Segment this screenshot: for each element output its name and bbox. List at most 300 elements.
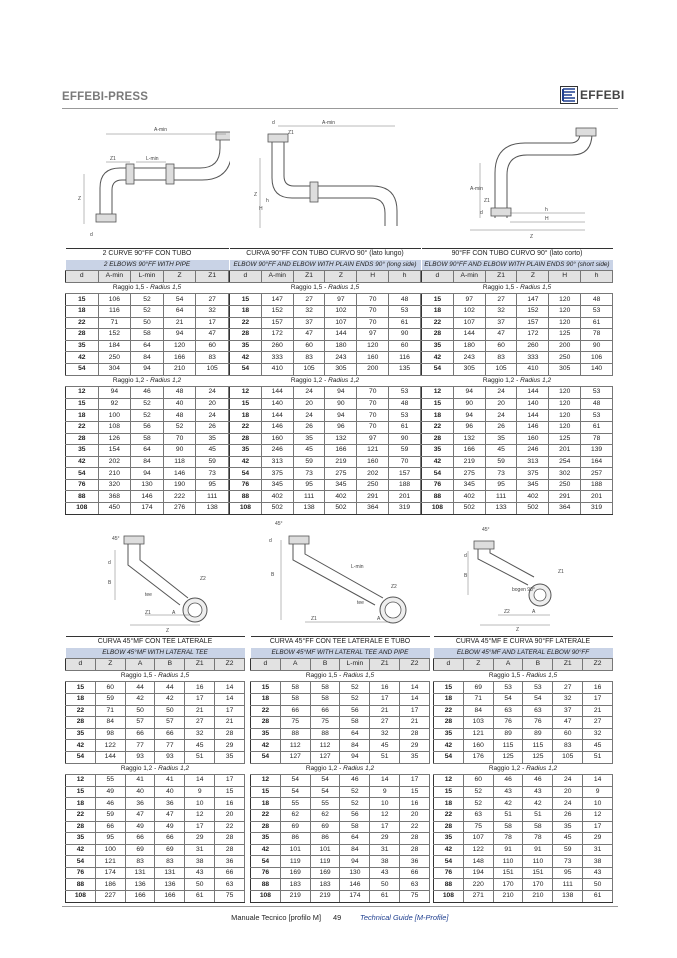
value-cell: 47 [125, 809, 155, 821]
value-cell: 58 [310, 693, 340, 705]
table-row [230, 398, 421, 410]
radius-group-row [251, 670, 430, 682]
table-row [66, 786, 245, 798]
diameter-cell: 22 [434, 705, 464, 717]
value-cell: 146 [517, 421, 549, 433]
table-row [230, 352, 421, 364]
value-cell: 45 [293, 445, 325, 457]
value-cell: 66 [400, 867, 430, 879]
value-cell: 95 [553, 867, 583, 879]
value-cell: 66 [310, 705, 340, 717]
table-row [230, 410, 421, 422]
table-row [66, 693, 245, 705]
value-cell: 138 [293, 503, 325, 515]
value-cell: 119 [280, 856, 310, 868]
table-row [66, 705, 245, 717]
diameter-cell: 35 [422, 340, 454, 352]
value-cell: 202 [98, 456, 131, 468]
table-row [251, 728, 430, 740]
value-cell: 157 [517, 317, 549, 329]
value-cell: 10 [583, 798, 613, 810]
value-cell: 58 [310, 682, 340, 694]
value-cell: 210 [163, 363, 196, 375]
value-cell: 27 [196, 294, 229, 306]
value-cell: 49 [95, 786, 125, 798]
value-cell: 59 [553, 844, 583, 856]
column-header: Z1 [553, 659, 583, 671]
diameter-cell: 22 [422, 421, 454, 433]
table-subtitle: ELBOW 90°FF AND ELBOW WITH PLAIN ENDS 90° (long side) [230, 260, 421, 271]
value-cell: 105 [553, 751, 583, 763]
value-cell: 28 [215, 833, 245, 845]
label-a-min-top: A-min [322, 120, 336, 126]
value-cell: 32 [485, 305, 517, 317]
table-row [422, 294, 613, 306]
table-row [66, 479, 229, 491]
value-cell: 52 [340, 798, 370, 810]
label-a-min-side: A-min [470, 186, 484, 192]
value-cell: 345 [517, 479, 549, 491]
value-cell: 132 [453, 433, 485, 445]
value-cell: 61 [581, 317, 613, 329]
value-cell: 111 [196, 491, 229, 503]
diameter-cell: 76 [66, 867, 96, 879]
value-cell: 75 [463, 821, 493, 833]
value-cell: 112 [310, 740, 340, 752]
table-subtitle-row [230, 260, 421, 271]
column-header: A [493, 659, 523, 671]
value-cell: 102 [325, 305, 357, 317]
value-cell: 40 [125, 786, 155, 798]
value-cell: 210 [493, 891, 523, 903]
value-cell: 60 [463, 775, 493, 787]
value-cell: 84 [463, 705, 493, 717]
value-cell: 291 [357, 491, 389, 503]
value-cell: 260 [261, 340, 293, 352]
value-cell: 52 [463, 798, 493, 810]
value-cell: 243 [453, 352, 485, 364]
label-h-big: H [259, 206, 263, 212]
value-cell: 24 [196, 387, 229, 399]
value-cell: 70 [389, 456, 421, 468]
diameter-cell: 18 [422, 305, 454, 317]
value-cell: 176 [463, 751, 493, 763]
diameter-cell: 28 [230, 329, 262, 341]
value-cell: 151 [493, 867, 523, 879]
value-cell: 90 [453, 398, 485, 410]
value-cell: 46 [523, 775, 553, 787]
diameter-cell: 28 [66, 821, 96, 833]
value-cell: 375 [261, 468, 293, 480]
column-header: L-min [340, 659, 370, 671]
value-cell: 219 [280, 891, 310, 903]
value-cell: 59 [196, 456, 229, 468]
value-cell: 313 [261, 456, 293, 468]
value-cell: 69 [155, 844, 185, 856]
footer-guide-title: Technical Guide [M-Profile] [360, 913, 449, 922]
spec-table [229, 248, 421, 515]
radius-label-en: Radius 1,5 [328, 284, 360, 292]
value-cell: 101 [310, 844, 340, 856]
value-cell: 188 [389, 479, 421, 491]
label-z: Z [78, 196, 82, 202]
table-row [251, 693, 430, 705]
diameter-cell: 42 [230, 456, 262, 468]
column-header: A-min [98, 271, 131, 283]
value-cell: 50 [125, 705, 155, 717]
value-cell: 126 [98, 433, 131, 445]
value-cell: 36 [125, 798, 155, 810]
table-row [434, 682, 613, 694]
table-subtitle: ELBOW 45°MF AND LATERAL ELBOW 90°FF [434, 648, 613, 659]
value-cell: 83 [293, 352, 325, 364]
table-row [251, 844, 430, 856]
diameter-cell: 54 [434, 751, 464, 763]
header-rule [62, 108, 618, 109]
table-title: CURVA 45°MF E CURVA 90°FF LATERALE [434, 637, 613, 648]
diagram-45-and-90-elbow [450, 515, 590, 633]
value-cell: 125 [549, 433, 581, 445]
diameter-cell: 108 [251, 891, 281, 903]
value-cell: 202 [357, 468, 389, 480]
diagram-45-with-tee [90, 520, 220, 635]
value-cell: 12 [370, 809, 400, 821]
diagram-45-tee-and-pipe [265, 510, 415, 635]
value-cell: 201 [389, 491, 421, 503]
diameter-cell: 18 [251, 693, 281, 705]
value-cell: 10 [370, 798, 400, 810]
value-cell: 51 [185, 751, 215, 763]
value-cell: 21 [583, 705, 613, 717]
table-row [66, 821, 245, 833]
value-cell: 93 [155, 751, 185, 763]
value-cell: 170 [523, 879, 553, 891]
value-cell: 257 [581, 468, 613, 480]
value-cell: 42 [523, 798, 553, 810]
value-cell: 70 [357, 305, 389, 317]
table-subtitle: ELBOW 45°MF WITH LATERAL TEE AND PIPE [251, 648, 430, 659]
value-cell: 144 [517, 410, 549, 422]
value-cell: 17 [196, 317, 229, 329]
value-cell: 121 [463, 728, 493, 740]
diagram-2-elbows-with-pipe [70, 118, 230, 243]
label-b-45: B [108, 580, 112, 586]
column-header: Z [517, 271, 549, 283]
table-row [422, 410, 613, 422]
table-header-row [66, 271, 229, 283]
radius-group-row [66, 375, 229, 387]
table-subtitle-row [434, 648, 613, 659]
value-cell: 64 [131, 445, 164, 457]
column-header: H [357, 271, 389, 283]
radius-group-label [434, 670, 613, 682]
value-cell: 53 [581, 410, 613, 422]
table-row [66, 717, 245, 729]
table-row [422, 445, 613, 457]
value-cell: 47 [293, 329, 325, 341]
value-cell: 183 [280, 879, 310, 891]
table-row [434, 867, 613, 879]
label-b-c: B [464, 573, 468, 579]
value-cell: 17 [400, 775, 430, 787]
value-cell: 94 [131, 363, 164, 375]
value-cell: 51 [370, 751, 400, 763]
label-h-short: h [545, 207, 548, 213]
value-cell: 320 [98, 479, 131, 491]
value-cell: 219 [453, 456, 485, 468]
diagram-elbow-long-side [250, 118, 410, 243]
value-cell: 333 [517, 352, 549, 364]
value-cell: 172 [261, 329, 293, 341]
value-cell: 169 [310, 867, 340, 879]
value-cell: 66 [215, 867, 245, 879]
value-cell: 53 [493, 682, 523, 694]
value-cell: 36 [215, 856, 245, 868]
value-cell: 36 [155, 798, 185, 810]
value-cell: 35 [485, 433, 517, 445]
value-cell: 15 [400, 786, 430, 798]
value-cell: 94 [340, 751, 370, 763]
table-row [66, 363, 229, 375]
value-cell: 21 [400, 717, 430, 729]
table-row [422, 363, 613, 375]
value-cell: 146 [261, 421, 293, 433]
value-cell: 60 [293, 340, 325, 352]
label-a-c: A [532, 609, 536, 615]
value-cell: 24 [553, 798, 583, 810]
column-header: Z2 [400, 659, 430, 671]
table-title-row [251, 637, 430, 648]
value-cell: 63 [463, 809, 493, 821]
value-cell: 53 [389, 410, 421, 422]
table-row [66, 891, 245, 903]
value-cell: 73 [553, 856, 583, 868]
table-row [422, 491, 613, 503]
value-cell: 66 [155, 728, 185, 740]
value-cell: 450 [98, 503, 131, 515]
value-cell: 97 [325, 294, 357, 306]
diameter-cell: 15 [230, 294, 262, 306]
value-cell: 9 [583, 786, 613, 798]
label-z1-top: Z1 [288, 130, 294, 136]
value-cell: 144 [453, 329, 485, 341]
radius-group-row [66, 763, 245, 775]
value-cell: 38 [370, 856, 400, 868]
table-row [422, 398, 613, 410]
diameter-cell: 18 [66, 410, 99, 422]
table-row [66, 682, 245, 694]
value-cell: 35 [215, 751, 245, 763]
value-cell: 70 [163, 433, 196, 445]
radius-label: Raggio 1,2 - [290, 376, 329, 384]
table-row [251, 833, 430, 845]
footer-manual-title: Manuale Tecnico [profilo M] [231, 913, 321, 922]
value-cell: 89 [493, 728, 523, 740]
value-cell: 107 [463, 833, 493, 845]
value-cell: 21 [163, 317, 196, 329]
table-row [422, 479, 613, 491]
value-cell: 26 [553, 809, 583, 821]
value-cell: 55 [310, 798, 340, 810]
diameter-cell: 42 [434, 740, 464, 752]
diameter-cell: 18 [251, 798, 281, 810]
value-cell: 47 [155, 809, 185, 821]
value-cell: 94 [340, 856, 370, 868]
value-cell: 110 [493, 856, 523, 868]
label-tee-b: tee [357, 600, 364, 606]
value-cell: 160 [463, 740, 493, 752]
diameter-cell: 28 [66, 329, 99, 341]
value-cell: 97 [357, 433, 389, 445]
diameter-cell: 54 [66, 468, 99, 480]
value-cell: 120 [549, 410, 581, 422]
value-cell: 47 [553, 717, 583, 729]
table-row [251, 879, 430, 891]
value-cell: 71 [98, 317, 131, 329]
value-cell: 122 [463, 844, 493, 856]
table-row [422, 305, 613, 317]
table-row [66, 329, 229, 341]
table-title-row [66, 637, 245, 648]
column-header: d [66, 659, 96, 671]
table-row [434, 705, 613, 717]
value-cell: 46 [131, 387, 164, 399]
column-header: A [280, 659, 310, 671]
value-cell: 12 [583, 809, 613, 821]
value-cell: 97 [357, 329, 389, 341]
table-subtitle-row [66, 648, 245, 659]
column-header: Z1 [293, 271, 325, 283]
value-cell: 43 [370, 867, 400, 879]
label-z-bottom: Z [530, 234, 534, 240]
value-cell: 69 [463, 682, 493, 694]
radius-label-en: Radius 1,2 [158, 764, 190, 772]
radius-label-en: Radius 1,5 [158, 672, 190, 680]
value-cell: 48 [163, 410, 196, 422]
table-title-row [422, 249, 613, 260]
radius-label: Raggio 1,2 - [112, 376, 151, 384]
value-cell: 246 [517, 445, 549, 457]
value-cell: 40 [155, 786, 185, 798]
value-cell: 58 [131, 433, 164, 445]
table-row [230, 468, 421, 480]
diameter-cell: 28 [66, 433, 99, 445]
value-cell: 201 [581, 491, 613, 503]
label-d-side: d [480, 210, 483, 216]
value-cell: 20 [400, 809, 430, 821]
value-cell: 184 [98, 340, 131, 352]
value-cell: 38 [583, 856, 613, 868]
label-d-c: d [464, 553, 467, 559]
value-cell: 96 [325, 421, 357, 433]
value-cell: 112 [280, 740, 310, 752]
diameter-cell: 15 [422, 398, 454, 410]
value-cell: 105 [293, 363, 325, 375]
value-cell: 32 [370, 728, 400, 740]
column-header: d [230, 271, 262, 283]
value-cell: 120 [549, 387, 581, 399]
table-row [66, 398, 229, 410]
value-cell: 28 [215, 844, 245, 856]
table-row [251, 809, 430, 821]
table-row [422, 329, 613, 341]
diameter-cell: 108 [66, 891, 96, 903]
value-cell: 250 [549, 352, 581, 364]
value-cell: 84 [340, 740, 370, 752]
table-row [66, 833, 245, 845]
value-cell: 131 [125, 867, 155, 879]
value-cell: 69 [280, 821, 310, 833]
table-title-row [230, 249, 421, 260]
value-cell: 250 [98, 352, 131, 364]
value-cell: 59 [95, 809, 125, 821]
table-row [230, 503, 421, 515]
table-row [66, 468, 229, 480]
table-row [434, 798, 613, 810]
value-cell: 140 [261, 398, 293, 410]
value-cell: 120 [163, 340, 196, 352]
value-cell: 116 [389, 352, 421, 364]
value-cell: 56 [340, 809, 370, 821]
value-cell: 125 [549, 329, 581, 341]
value-cell: 402 [517, 491, 549, 503]
value-cell: 246 [261, 445, 293, 457]
label-a-45: A [172, 610, 176, 616]
value-cell: 275 [325, 468, 357, 480]
column-header: Z [463, 659, 493, 671]
value-cell: 24 [293, 410, 325, 422]
value-cell: 70 [357, 398, 389, 410]
value-cell: 180 [325, 340, 357, 352]
value-cell: 147 [517, 294, 549, 306]
value-cell: 200 [357, 363, 389, 375]
table-row [251, 717, 430, 729]
value-cell: 45 [196, 445, 229, 457]
value-cell: 50 [185, 879, 215, 891]
table-row [251, 740, 430, 752]
diameter-cell: 35 [66, 340, 99, 352]
table-row [434, 786, 613, 798]
column-header: Z1 [185, 659, 215, 671]
value-cell: 24 [485, 387, 517, 399]
value-cell: 75 [280, 717, 310, 729]
value-cell: 29 [370, 833, 400, 845]
value-cell: 135 [389, 363, 421, 375]
value-cell: 48 [581, 398, 613, 410]
value-cell: 120 [549, 398, 581, 410]
column-header: Z1 [370, 659, 400, 671]
page-footer [0, 913, 677, 925]
value-cell: 69 [310, 821, 340, 833]
value-cell: 54 [280, 775, 310, 787]
value-cell: 27 [185, 717, 215, 729]
value-cell: 276 [163, 503, 196, 515]
value-cell: 42 [155, 693, 185, 705]
value-cell: 41 [155, 775, 185, 787]
value-cell: 90 [325, 398, 357, 410]
value-cell: 48 [389, 398, 421, 410]
value-cell: 61 [581, 421, 613, 433]
value-cell: 83 [125, 856, 155, 868]
radius-group-label [230, 282, 421, 294]
radius-group-label [251, 763, 430, 775]
value-cell: 17 [370, 693, 400, 705]
value-cell: 22 [215, 821, 245, 833]
logo-text: EFFEBI [580, 88, 625, 102]
table-row [66, 740, 245, 752]
radius-group-row [230, 375, 421, 387]
value-cell: 95 [293, 479, 325, 491]
